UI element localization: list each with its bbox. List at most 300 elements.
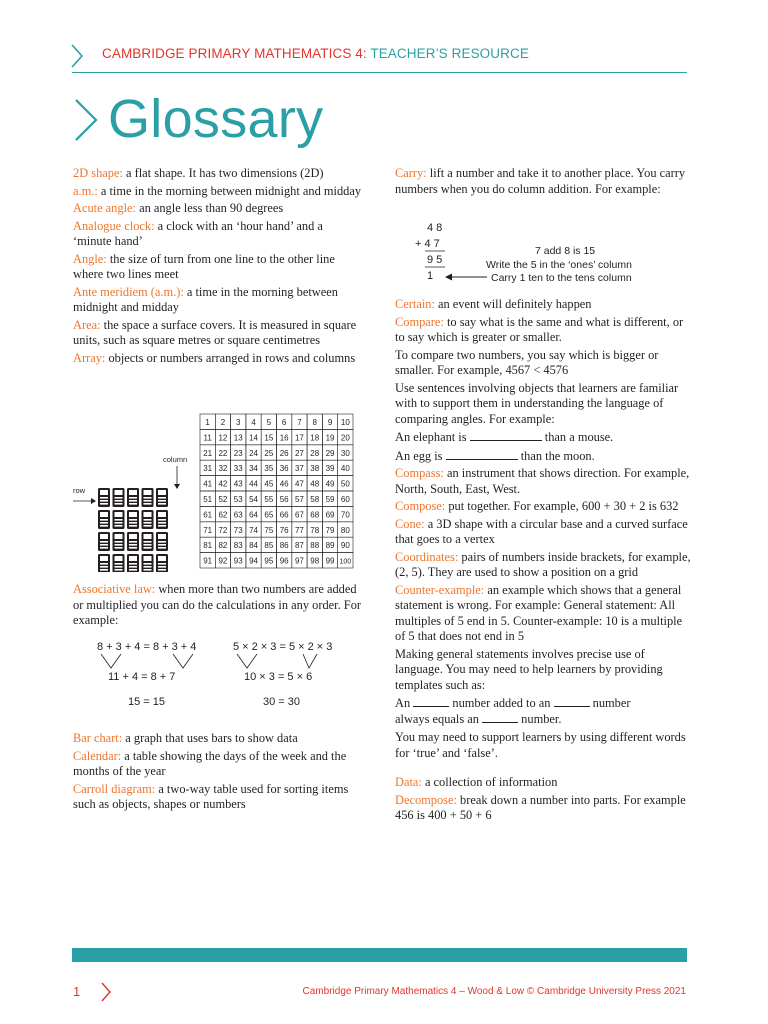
phone-keys	[144, 547, 152, 549]
phone-keys	[158, 541, 166, 543]
phone-screen	[158, 490, 166, 495]
glossary-term: Decompose:	[395, 792, 457, 807]
grid-number: 43	[233, 479, 243, 489]
glossary-term: Angle:	[73, 251, 107, 266]
phone-keys	[100, 519, 108, 521]
assoc-add-line-2: 11 + 4 = 8 + 7	[108, 671, 176, 683]
glossary-definition: break down a number into parts. For example 456 is 400 + 50 + 6	[395, 792, 686, 822]
grid-number: 93	[233, 556, 243, 566]
grid-number: 5	[266, 418, 272, 427]
counter-blank-2	[554, 697, 590, 707]
grid-number: 77	[294, 525, 304, 535]
grid-number: 90	[340, 541, 350, 551]
row-label: row	[73, 486, 86, 495]
glossary-definition: objects or numbers arranged in rows and columns	[105, 350, 356, 365]
grid-number: 79	[325, 525, 335, 535]
grid-number: 96	[279, 556, 289, 566]
phone-keys	[144, 522, 152, 524]
grid-number: 1	[205, 418, 210, 427]
footer-bar	[72, 948, 687, 962]
counter-template-5: number.	[521, 711, 562, 726]
compare-blank-2	[446, 450, 518, 460]
grid-number: 51	[203, 495, 213, 504]
phone-keys	[144, 519, 152, 521]
glossary-term: Cone:	[395, 516, 425, 531]
glossary-term: Acute angle:	[73, 201, 136, 215]
phone-keys	[100, 563, 108, 565]
grid-number: 26	[279, 448, 289, 458]
phone-keys	[144, 497, 152, 499]
grid-number: 80	[340, 525, 350, 535]
glossary-definition: an instrument that shows direction. For example, North, South, East, West.	[395, 466, 690, 496]
phone-keys	[144, 563, 152, 565]
grid-number: 20	[340, 433, 350, 443]
phone-keys	[158, 547, 166, 549]
carry-example	[395, 218, 695, 288]
phone-screen	[144, 490, 152, 495]
grid-number: 14	[249, 433, 259, 443]
grid-number: 13	[233, 433, 243, 443]
grid-number: 34	[249, 464, 259, 474]
grid-number: 28	[310, 448, 320, 458]
glossary-entry	[395, 793, 695, 824]
glossary-definition: a table showing the days of the week and the months of the year	[73, 748, 347, 778]
grid-number: 58	[310, 495, 320, 504]
carry-note-1: 7 add 8 is 15	[535, 245, 596, 257]
grid-number: 50	[340, 479, 350, 489]
glossary-definition: a graph that uses bars to show data	[122, 731, 298, 745]
phone-screen	[100, 490, 108, 495]
grid-number: 81	[203, 541, 213, 551]
hundred-grid	[200, 414, 353, 568]
phone-keys	[100, 541, 108, 543]
grid-number: 40	[340, 464, 350, 474]
glossary-definition: lift a number and take it to another place. You carry numbers when you do column addition. For example:	[395, 166, 686, 196]
grid-number: 32	[218, 464, 228, 474]
phone-keys	[100, 522, 108, 524]
grid-number: 94	[249, 556, 259, 566]
grid-number: 89	[325, 541, 335, 551]
glossary-term: Compass:	[395, 466, 444, 480]
phone-keys	[115, 500, 123, 502]
header-series: CAMBRIDGE PRIMARY MATHEMATICS 4:	[102, 46, 367, 61]
phone-keys	[115, 519, 123, 521]
phone-screen	[158, 512, 166, 517]
grid-number: 33	[233, 464, 243, 474]
phone-keys	[158, 563, 166, 565]
grid-number: 55	[264, 495, 274, 504]
glossary-term: Compose:	[395, 499, 446, 513]
phone-keys	[100, 500, 108, 502]
phone-keys	[129, 566, 137, 568]
grid-number: 53	[233, 495, 243, 504]
phone-keys	[100, 497, 108, 499]
column-arrowhead	[174, 484, 180, 489]
glossary-entry	[395, 466, 695, 497]
phone-keys	[129, 544, 137, 546]
compare-sentence-1-start: An elephant is	[395, 430, 467, 444]
grid-number: 84	[249, 541, 259, 551]
grid-number: 42	[218, 479, 228, 489]
phone-screen	[144, 512, 152, 517]
phone-keys	[115, 503, 123, 505]
grid-number: 30	[340, 448, 350, 458]
glossary-term: 2D shape:	[73, 166, 123, 180]
carry-row-3: 9 5	[427, 254, 443, 266]
phone-keys	[158, 519, 166, 521]
phone-screen	[100, 512, 108, 517]
footer-credit: Cambridge Primary Mathematics 4 – Wood & Low © Cambridge University Press 2021	[302, 986, 686, 997]
grid-number: 2	[220, 418, 226, 427]
phone-keys	[158, 569, 166, 571]
grid-number: 27	[294, 448, 304, 458]
phone-screen	[129, 534, 137, 539]
phone-keys	[144, 541, 152, 543]
glossary-entry	[395, 297, 695, 313]
glossary-entry	[395, 517, 695, 548]
phone-screen	[100, 534, 108, 539]
grid-number: 78	[310, 525, 320, 535]
glossary-term: Counter-example:	[395, 582, 485, 597]
grid-number: 63	[233, 510, 243, 520]
carry-row-1: 4 8	[427, 222, 443, 234]
grid-number: 82	[218, 541, 228, 551]
glossary-entry	[73, 285, 363, 316]
left-column	[73, 166, 363, 368]
assoc-add-line-3: 15 = 15	[128, 696, 166, 708]
title-chevron-icon	[72, 96, 100, 144]
phone-keys	[129, 500, 137, 502]
phone-keys	[158, 544, 166, 546]
phone-screen	[144, 534, 152, 539]
phone-keys	[144, 525, 152, 527]
glossary-term: Analogue clock:	[73, 218, 155, 233]
phone-keys	[115, 569, 123, 571]
phone-keys	[100, 544, 108, 546]
glossary-entry	[73, 166, 363, 182]
phone-screen	[129, 490, 137, 495]
grid-number: 98	[310, 556, 320, 566]
glossary-definition: an example which shows that a general statement is wrong. For example: General statement: All multiples of 5 end in 5. Counter-example: 10 is a multiple of 5 that does not end in 5	[395, 582, 683, 643]
glossary-term: Bar chart:	[73, 731, 123, 745]
phone-screen	[144, 556, 152, 561]
grid-number: 21	[203, 448, 213, 458]
glossary-list-6	[395, 466, 695, 645]
glossary-term: Array:	[73, 350, 106, 365]
grid-number: 71	[203, 525, 213, 535]
phone-keys	[115, 544, 123, 546]
header-chevron-icon	[70, 43, 84, 69]
glossary-definition: the space a surface covers. It is measured in square units, such as square metres or square centimetres	[73, 317, 357, 347]
glossary-term: Certain:	[395, 297, 435, 311]
grid-number: 59	[325, 495, 335, 504]
phone-keys	[129, 563, 137, 565]
phone-keys	[129, 541, 137, 543]
grid-number: 48	[310, 479, 320, 489]
phone-keys	[158, 522, 166, 524]
glossary-term: a.m.:	[73, 183, 98, 198]
phone-keys	[158, 566, 166, 568]
compare-sentence-2-end: than the moon.	[520, 448, 595, 463]
grid-number: 54	[249, 495, 259, 504]
page-title: Glossary	[108, 89, 324, 149]
grid-number: 45	[264, 479, 274, 489]
grid-number: 66	[279, 510, 289, 520]
grid-number: 83	[233, 541, 243, 551]
grid-number: 65	[264, 510, 274, 520]
phone-keys	[100, 566, 108, 568]
carry-arrowhead	[445, 274, 452, 281]
glossary-entry	[73, 201, 363, 217]
grid-number: 61	[203, 510, 213, 520]
carry-row-4: 1	[427, 270, 434, 282]
glossary-entry	[73, 184, 363, 200]
phone-keys	[129, 525, 137, 527]
grid-number: 99	[325, 556, 335, 566]
glossary-term: Carroll diagram:	[73, 781, 156, 796]
glossary-definition: a 3D shape with a circular base and a curved surface that goes to a vertex	[395, 516, 688, 546]
grid-number: 31	[203, 464, 213, 474]
glossary-term: Area:	[73, 317, 101, 332]
grid-number: 36	[279, 464, 289, 474]
glossary-definition: a time in the morning between midnight and midday	[73, 284, 338, 314]
glossary-definition: a time in the morning between midnight and midday	[97, 183, 362, 198]
grid-number: 3	[236, 418, 241, 427]
phone-keys	[115, 547, 123, 549]
grid-number: 25	[264, 448, 274, 458]
glossary-entry	[395, 583, 695, 645]
phone-keys	[100, 547, 108, 549]
left-column-3	[73, 731, 363, 815]
compare-paragraph-2: Use sentences involving objects that learners are familiar with to support them in understanding the language of comparing angles. For example:	[395, 380, 679, 426]
phone-keys	[115, 563, 123, 565]
grid-number: 87	[294, 541, 304, 551]
grid-number: 24	[249, 448, 259, 458]
counter-blank-1	[413, 697, 449, 707]
phone-keys	[144, 500, 152, 502]
glossary-entry	[73, 582, 363, 629]
glossary-entry	[395, 775, 695, 791]
phone-screen	[129, 512, 137, 517]
glossary-entry	[395, 166, 695, 197]
glossary-entry	[73, 731, 363, 747]
glossary-list-4	[395, 166, 695, 197]
grid-number: 68	[310, 510, 320, 520]
phone-keys	[129, 522, 137, 524]
glossary-entry	[73, 351, 363, 367]
phone-screen	[115, 556, 123, 561]
grid-number: 12	[218, 433, 228, 443]
glossary-definition: to say what is the same and what is different, or to say which is greater or smaller.	[395, 314, 684, 344]
glossary-term: Coordinates:	[395, 549, 459, 564]
assoc-mul-line-1: 5 × 2 × 3 = 5 × 2 × 3	[233, 641, 333, 653]
phone-keys	[100, 503, 108, 505]
grid-number: 57	[294, 495, 304, 504]
phone-keys	[115, 541, 123, 543]
assoc-connector-lines	[101, 654, 317, 668]
compare-blank-1	[470, 431, 542, 441]
glossary-list-1	[73, 166, 363, 366]
row-arrowhead	[91, 498, 96, 504]
compare-sentence-1-end: than a mouse.	[544, 430, 614, 444]
counter-template-4: always equals an	[395, 711, 479, 726]
assoc-mul-line-2: 10 × 3 = 5 × 6	[244, 671, 313, 683]
glossary-term: Associative law:	[73, 582, 156, 596]
glossary-definition: a clock with an ‘hour hand’ and a ‘minute hand’	[73, 218, 323, 248]
grid-number: 73	[233, 525, 243, 535]
left-column-2	[73, 582, 363, 631]
phone-screen	[158, 534, 166, 539]
phone-keys	[129, 503, 137, 505]
phone-keys	[129, 569, 137, 571]
assoc-mul-line-3: 30 = 30	[263, 696, 301, 708]
glossary-entry	[395, 315, 695, 346]
grid-number: 76	[279, 525, 289, 535]
header-rule	[72, 72, 687, 73]
glossary-definition: when more than two numbers are added or multiplied you can do the calculations in any order. For example:	[73, 582, 362, 627]
grid-number: 75	[264, 525, 274, 535]
grid-number: 69	[325, 510, 335, 520]
phone-keys	[144, 566, 152, 568]
footer-chevron-icon	[100, 981, 112, 1003]
grid-number: 100	[339, 558, 352, 566]
glossary-list-2	[73, 582, 363, 629]
glossary-term: Calendar:	[73, 748, 122, 763]
glossary-entry	[395, 550, 695, 581]
associative-example	[73, 632, 373, 712]
glossary-definition: a flat shape. It has two dimensions (2D)	[122, 166, 324, 180]
carry-row-2: + 4 7	[415, 238, 440, 250]
counter-template-2: number added to an	[452, 696, 551, 710]
grid-number: 72	[218, 525, 228, 535]
glossary-list-7	[395, 775, 695, 824]
grid-number: 22	[218, 448, 228, 458]
column-label: column	[163, 455, 188, 464]
phone-screen	[115, 534, 123, 539]
grid-number: 29	[325, 448, 335, 458]
grid-number: 60	[340, 495, 350, 504]
phone-keys	[129, 519, 137, 521]
glossary-entry	[73, 749, 363, 780]
grid-number: 49	[325, 479, 335, 489]
counter-paragraph-2: You may need to support learners by using different words for ‘true’ and ‘false’.	[395, 730, 686, 760]
phone-keys	[115, 566, 123, 568]
grid-number: 46	[279, 479, 289, 489]
grid-number: 88	[310, 541, 320, 551]
glossary-entry	[73, 252, 363, 283]
compare-paragraph-1: To compare two numbers, you say which is bigger or smaller. For example, 4567 < 4576	[395, 347, 659, 377]
grid-number: 15	[264, 433, 274, 443]
grid-number: 64	[249, 510, 259, 520]
grid-number: 6	[281, 418, 287, 427]
phone-keys	[144, 569, 152, 571]
grid-number: 8	[312, 418, 317, 427]
phone-keys	[158, 497, 166, 499]
phone-keys	[158, 525, 166, 527]
header-title	[102, 46, 529, 61]
grid-number: 17	[294, 433, 304, 443]
grid-number: 95	[264, 556, 274, 566]
glossary-term: Ante meridiem (a.m.):	[73, 284, 184, 299]
glossary-term: Carry:	[395, 166, 427, 180]
page-number: 1	[73, 984, 81, 999]
glossary-term: Compare:	[395, 314, 444, 329]
phone-keys	[158, 500, 166, 502]
phone-keys	[158, 503, 166, 505]
grid-number: 9	[327, 418, 333, 427]
carry-note-3: Carry 1 ten to the tens column	[491, 272, 632, 284]
counter-template-1: An	[395, 696, 411, 710]
grid-number: 37	[294, 464, 304, 474]
grid-number: 74	[249, 525, 259, 535]
phone-keys	[100, 569, 108, 571]
grid-number: 67	[294, 510, 304, 520]
grid-number: 41	[203, 479, 213, 489]
grid-number: 44	[249, 479, 259, 489]
grid-number: 97	[294, 556, 304, 566]
compare-sentence-2	[395, 449, 695, 465]
grid-number: 7	[297, 418, 302, 427]
array-figure	[73, 412, 373, 572]
compare-sentence-2-start: An egg is	[395, 448, 443, 463]
grid-number: 39	[325, 464, 335, 474]
glossary-entry	[395, 499, 695, 515]
glossary-definition: the size of turn from one line to the other line where two lines meet	[73, 251, 335, 281]
phone-screen	[115, 512, 123, 517]
grid-number: 18	[310, 433, 320, 443]
glossary-definition: pairs of numbers inside brackets, for example, (2, 5). They are used to show a position on a grid	[395, 549, 691, 579]
phone-keys	[115, 497, 123, 499]
phone-keys	[100, 525, 108, 527]
assoc-add-line-1: 8 + 3 + 4 = 8 + 3 + 4	[97, 641, 197, 653]
grid-number: 62	[218, 510, 228, 520]
counter-blank-3	[482, 713, 518, 723]
grid-number: 35	[264, 464, 274, 474]
counter-template	[395, 696, 695, 727]
glossary-definition: an angle less than 90 degrees	[135, 201, 284, 215]
grid-number: 10	[340, 418, 350, 427]
phone-keys	[144, 503, 152, 505]
glossary-definition: a two-way table used for sorting items such as objects, shapes or numbers	[73, 781, 349, 811]
phone-keys	[144, 544, 152, 546]
glossary-entry	[73, 782, 363, 813]
glossary-entry	[73, 219, 363, 250]
phone-keys	[129, 547, 137, 549]
grid-number: 4	[251, 418, 256, 427]
grid-number: 19	[325, 433, 335, 443]
phone-keys	[115, 522, 123, 524]
phone-screen	[158, 556, 166, 561]
phone-screen	[100, 556, 108, 561]
grid-number: 70	[340, 510, 350, 520]
glossary-definition: put together. For example, 600 + 30 + 2 is 632	[445, 499, 679, 513]
grid-number: 86	[279, 541, 289, 551]
grid-number: 38	[310, 464, 320, 474]
grid-number: 92	[218, 556, 228, 566]
carry-note-2: Write the 5 in the ‘ones’ column	[486, 259, 632, 271]
phone-keys	[129, 497, 137, 499]
grid-number: 16	[279, 433, 289, 443]
right-column-2	[395, 297, 695, 826]
glossary-definition: a collection of information	[421, 775, 558, 789]
glossary-term: Data:	[395, 775, 422, 789]
grid-number: 23	[233, 448, 243, 458]
compare-sentence-1	[395, 430, 695, 446]
phone-screen	[129, 556, 137, 561]
grid-number: 56	[279, 495, 289, 504]
glossary-definition: an event will definitely happen	[434, 297, 592, 311]
phone-screen	[115, 490, 123, 495]
